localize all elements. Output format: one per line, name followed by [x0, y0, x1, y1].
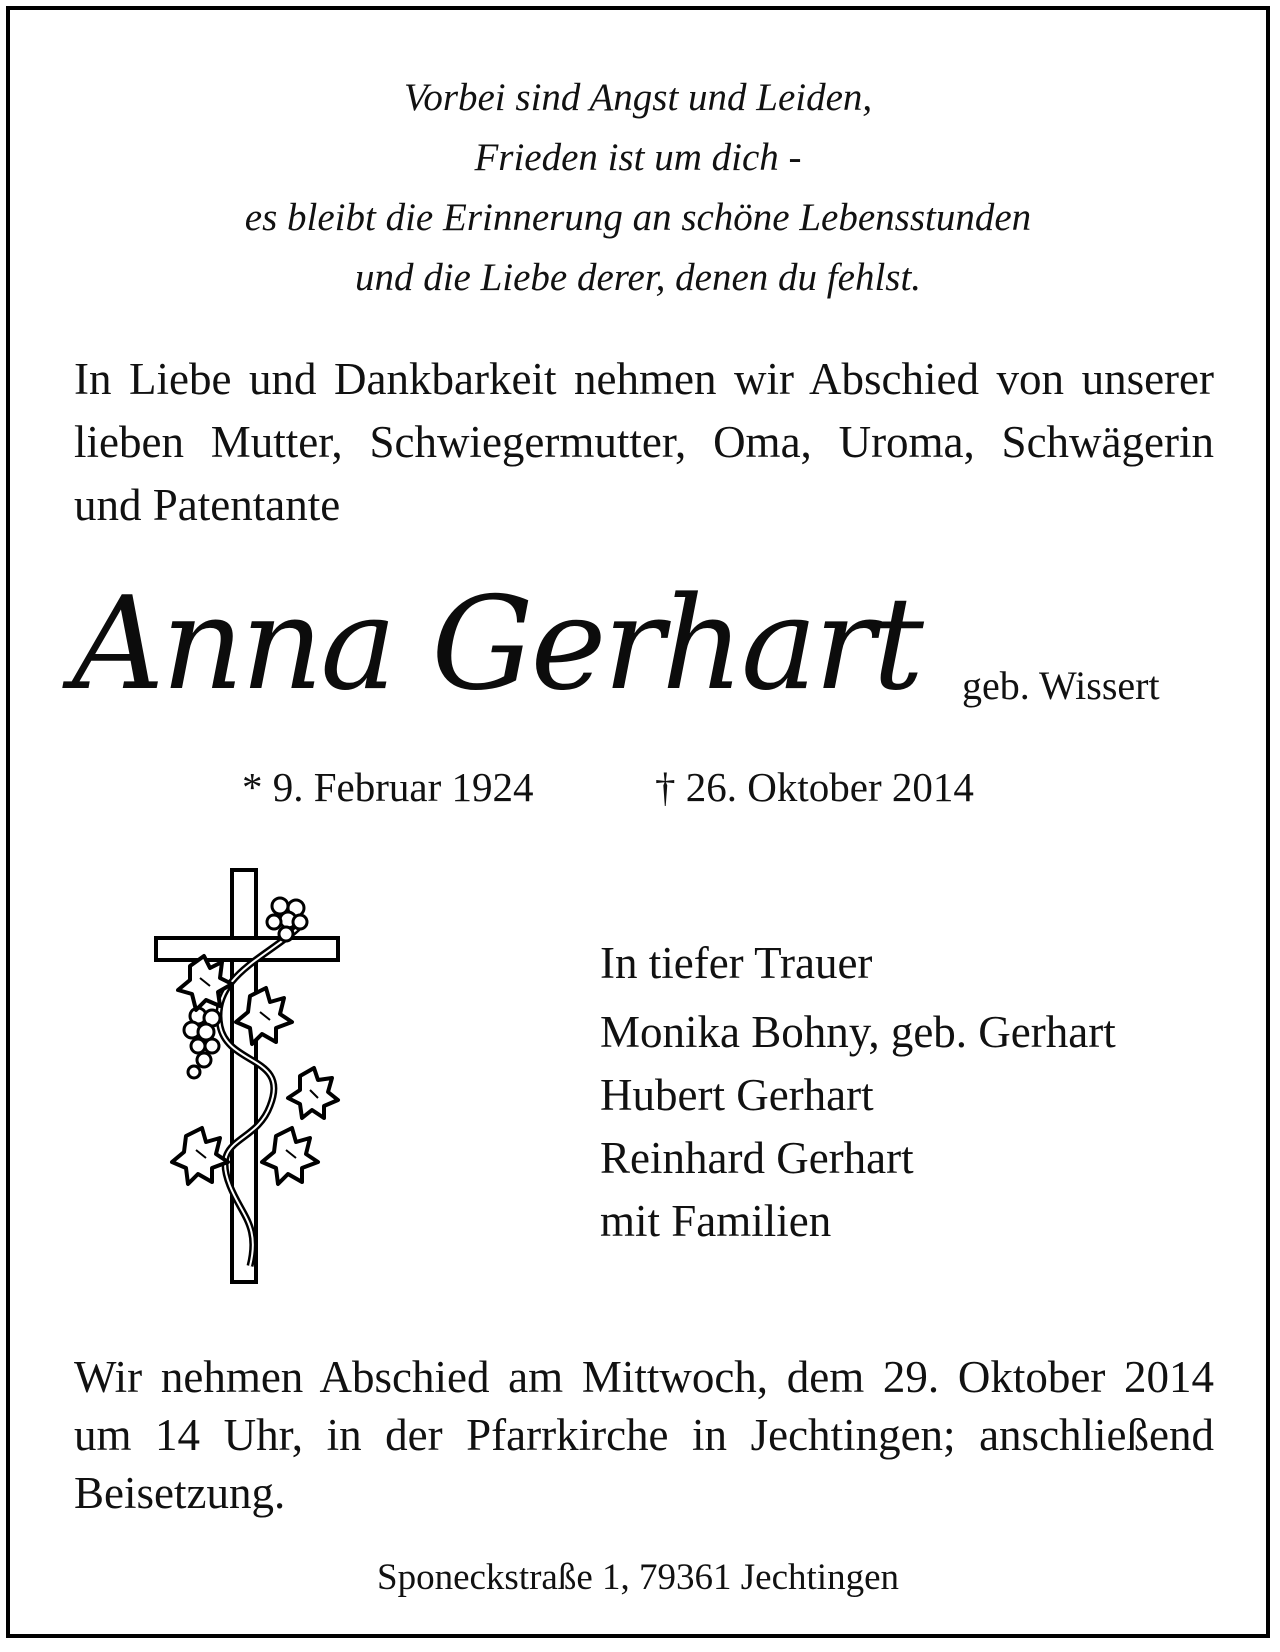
mourner-name: Reinhard Gerhart: [600, 1133, 914, 1183]
mourner-name: Monika Bohny, geb. Gerhart: [600, 1007, 1116, 1057]
cross-with-grapevine-icon: [150, 866, 350, 1286]
deceased-name: Anna Gerhart: [72, 570, 921, 719]
family-address: Sponeckstraße 1, 79361 Jechtingen: [377, 1557, 899, 1598]
mourners-label: In tiefer Trauer: [600, 938, 873, 988]
funeral-details: Wir nehmen Abschied am Mittwoch, dem 29. Oktober 2014 um 14 Uhr, in der Pfarrkirche in Jechtingen; anschließend Beisetzung.: [74, 1352, 1214, 1518]
poem-line: es bleibt die Erinnerung an schöne Lebensstunden: [244, 196, 1032, 239]
poem-line: Vorbei sind Angst und Leiden,: [403, 76, 873, 119]
farewell-intro-text: In Liebe und Dankbarkeit nehmen wir Abschied von unserer lieben Mutter, Schwiegermutter, Oma, Uroma, Schwägerin und Patentante: [74, 354, 1214, 530]
memorial-poem: [10, 68, 1266, 308]
obituary-notice: [6, 6, 1270, 1638]
maiden-name: geb. Wissert: [962, 663, 1160, 708]
poem-line: und die Liebe derer, denen du fehlst.: [354, 256, 922, 299]
poem-line: Frieden ist um dich -: [474, 136, 802, 179]
deceased-name-row: [72, 570, 1212, 740]
mourners-block: [600, 932, 1116, 1253]
mourner-name: Hubert Gerhart: [600, 1070, 874, 1120]
death-date: † 26. Oktober 2014: [655, 764, 974, 810]
mourner-name: mit Familien: [600, 1196, 832, 1246]
birth-date: * 9. Februar 1924: [242, 764, 534, 810]
